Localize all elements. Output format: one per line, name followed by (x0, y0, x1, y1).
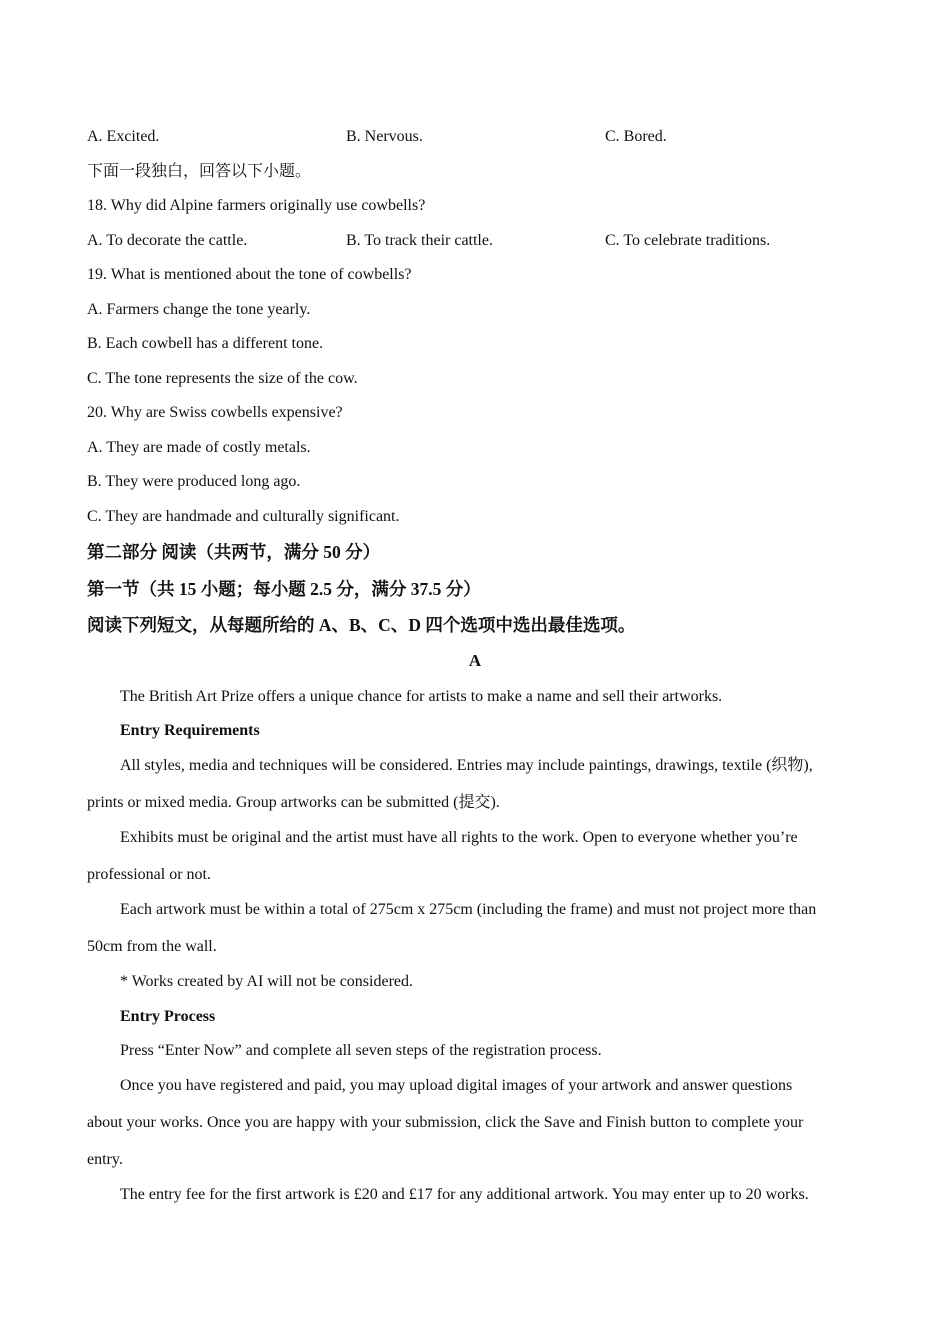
q20-option-c: C. They are handmade and culturally significant. (87, 508, 400, 525)
requirement-3-line-1: Each artwork must be within a total of 275cm x 275cm (including the frame) and must not project more than (120, 901, 817, 918)
q18-option-c: C. To celebrate traditions. (605, 232, 771, 249)
q18-options (87, 231, 867, 251)
q18-option-b: B. To track their cattle. (346, 232, 493, 249)
q19-option-a: A. Farmers change the tone yearly. (87, 301, 311, 318)
q19-option-b: B. Each cowbell has a different tone. (87, 335, 324, 352)
ai-note: * Works created by AI will not be considered. (120, 973, 414, 990)
requirement-2-line-2: professional or not. (87, 866, 211, 883)
q17-option-a: A. Excited. (87, 128, 160, 145)
subsection-title: 第一节（共 15 小题；每小题 2.5 分，满分 37.5 分） (87, 579, 481, 599)
requirement-2-line-1: Exhibits must be original and the artist must have all rights to the work. Open to everyone whether you’re (120, 829, 798, 846)
entry-requirements-heading: Entry Requirements (120, 722, 260, 739)
q20-question: 20. Why are Swiss cowbells expensive? (87, 404, 343, 421)
q20-option-b: B. They were produced long ago. (87, 473, 301, 490)
monologue-intro: 下面一段独白，回答以下小题。 (87, 163, 312, 180)
part-title: 第二部分 阅读（共两节，满分 50 分） (87, 542, 381, 562)
entry-process-heading: Entry Process (120, 1008, 216, 1025)
requirement-1-line-2: prints or mixed media. Group artworks can be submitted (提交). (87, 794, 500, 811)
process-2-line-3: entry. (87, 1151, 123, 1168)
q19-question: 19. What is mentioned about the tone of cowbells? (87, 266, 412, 283)
passage-label: A (468, 651, 482, 670)
q17-option-b: B. Nervous. (346, 128, 423, 145)
q17-options (87, 127, 867, 147)
requirement-1-line-1: All styles, media and techniques will be considered. Entries may include paintings, drawings, textile (织物), (120, 757, 813, 774)
passage-intro: The British Art Prize offers a unique chance for artists to make a name and sell their artworks. (120, 688, 723, 705)
entry-fee: The entry fee for the first artwork is £20 and £17 for any additional artwork. You may enter up to 20 works. (120, 1186, 809, 1203)
section-instruction: 阅读下列短文，从每题所给的 A、B、C、D 四个选项中选出最佳选项。 (87, 615, 636, 635)
process-2-line-2: about your works. Once you are happy with your submission, click the Save and Finish button to complete your (87, 1114, 804, 1131)
q18-question: 18. Why did Alpine farmers originally use cowbells? (87, 197, 426, 214)
process-2-line-1: Once you have registered and paid, you may upload digital images of your artwork and answer questions (120, 1077, 793, 1094)
process-1: Press “Enter Now” and complete all seven steps of the registration process. (120, 1042, 602, 1059)
q20-option-a: A. They are made of costly metals. (87, 439, 311, 456)
q17-option-c: C. Bored. (605, 128, 667, 145)
requirement-3-line-2: 50cm from the wall. (87, 938, 217, 955)
q19-option-c: C. The tone represents the size of the cow. (87, 370, 358, 387)
q18-option-a: A. To decorate the cattle. (87, 232, 248, 249)
